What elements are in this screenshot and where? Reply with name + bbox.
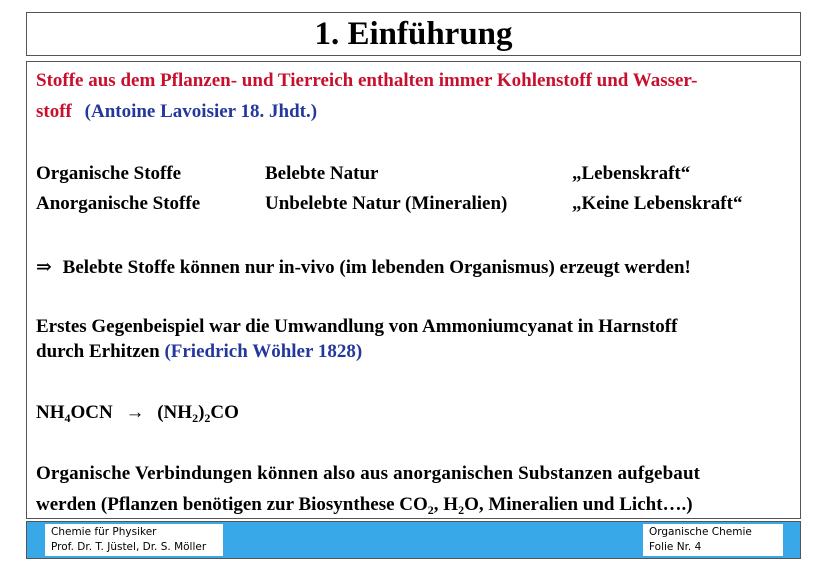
counterexample-line-1: Erstes Gegenbeispiel war die Umwandlung von Ammoniumcyanat in Harnstoff	[36, 316, 678, 337]
final-line-2	[36, 494, 693, 516]
reaction-equation	[36, 402, 239, 424]
content-box	[26, 61, 801, 519]
woehler-citation: (Friedrich Wöhler 1828)	[164, 341, 363, 362]
eq-right-sub1: 2	[192, 411, 199, 425]
footer-bar	[26, 521, 801, 559]
counterexample-line-2	[36, 341, 362, 363]
table-row-2-col1: Anorganische Stoffe	[36, 193, 201, 214]
table-row-2-col3: „Keine Lebenskraft“	[572, 193, 743, 214]
eq-right-b: )	[198, 402, 205, 423]
eq-right-sub2: 2	[204, 411, 211, 425]
footer-subject: Organische Chemie	[649, 526, 752, 538]
counterexample-text: durch Erhitzen	[36, 341, 160, 362]
table-row-1-col1: Organische Stoffe	[36, 163, 182, 184]
reaction-arrow-icon: →	[125, 402, 145, 423]
final-line-2-a: werden (Pflanzen benötigen zur Biosynthese CO	[36, 494, 428, 515]
table-row-1-col2: Belebte Natur	[265, 163, 379, 184]
eq-left-b: OCN	[70, 402, 113, 423]
eq-right-a: (NH	[157, 402, 193, 423]
final-line-2-b: , H	[433, 494, 459, 515]
table-row-2-col2: Unbelebte Natur (Mineralien)	[265, 193, 508, 214]
final-line-1: Organische Verbindungen können also aus anorganischen Substanzen aufgebaut	[36, 463, 701, 484]
eq-left-sub: 4	[64, 411, 71, 425]
footer-right-box	[643, 524, 783, 556]
eq-left-a: NH	[36, 402, 65, 423]
conclusion-text: Belebte Stoffe können nur in-vivo (im lebenden Organismus) erzeugt werden!	[62, 257, 691, 278]
final-sub-1: 2	[427, 503, 434, 517]
title-box	[26, 12, 801, 56]
conclusion-line	[36, 256, 691, 279]
implies-arrow-icon: ⇒	[36, 257, 52, 278]
footer-course: Chemie für Physiker	[51, 526, 157, 538]
final-line-2-c: O, Mineralien und Licht….)	[464, 494, 693, 515]
table-row-1-col3: „Lebenskraft“	[572, 163, 691, 184]
intro-line-1: Stoffe aus dem Pflanzen- und Tierreich enthalten immer Kohlenstoff und Wasser-	[36, 70, 698, 91]
footer-slide-number: Folie Nr. 4	[649, 541, 702, 553]
eq-right-c: CO	[210, 402, 239, 423]
footer-authors: Prof. Dr. T. Jüstel, Dr. S. Möller	[51, 541, 207, 553]
lavoisier-citation: (Antoine Lavoisier 18. Jhdt.)	[84, 101, 318, 122]
intro-line-2	[36, 101, 317, 123]
intro-line-2-red: stoff	[36, 101, 72, 122]
footer-left-box	[45, 524, 223, 556]
final-sub-2: 2	[458, 503, 465, 517]
slide-title: 1. Einführung	[314, 15, 513, 52]
